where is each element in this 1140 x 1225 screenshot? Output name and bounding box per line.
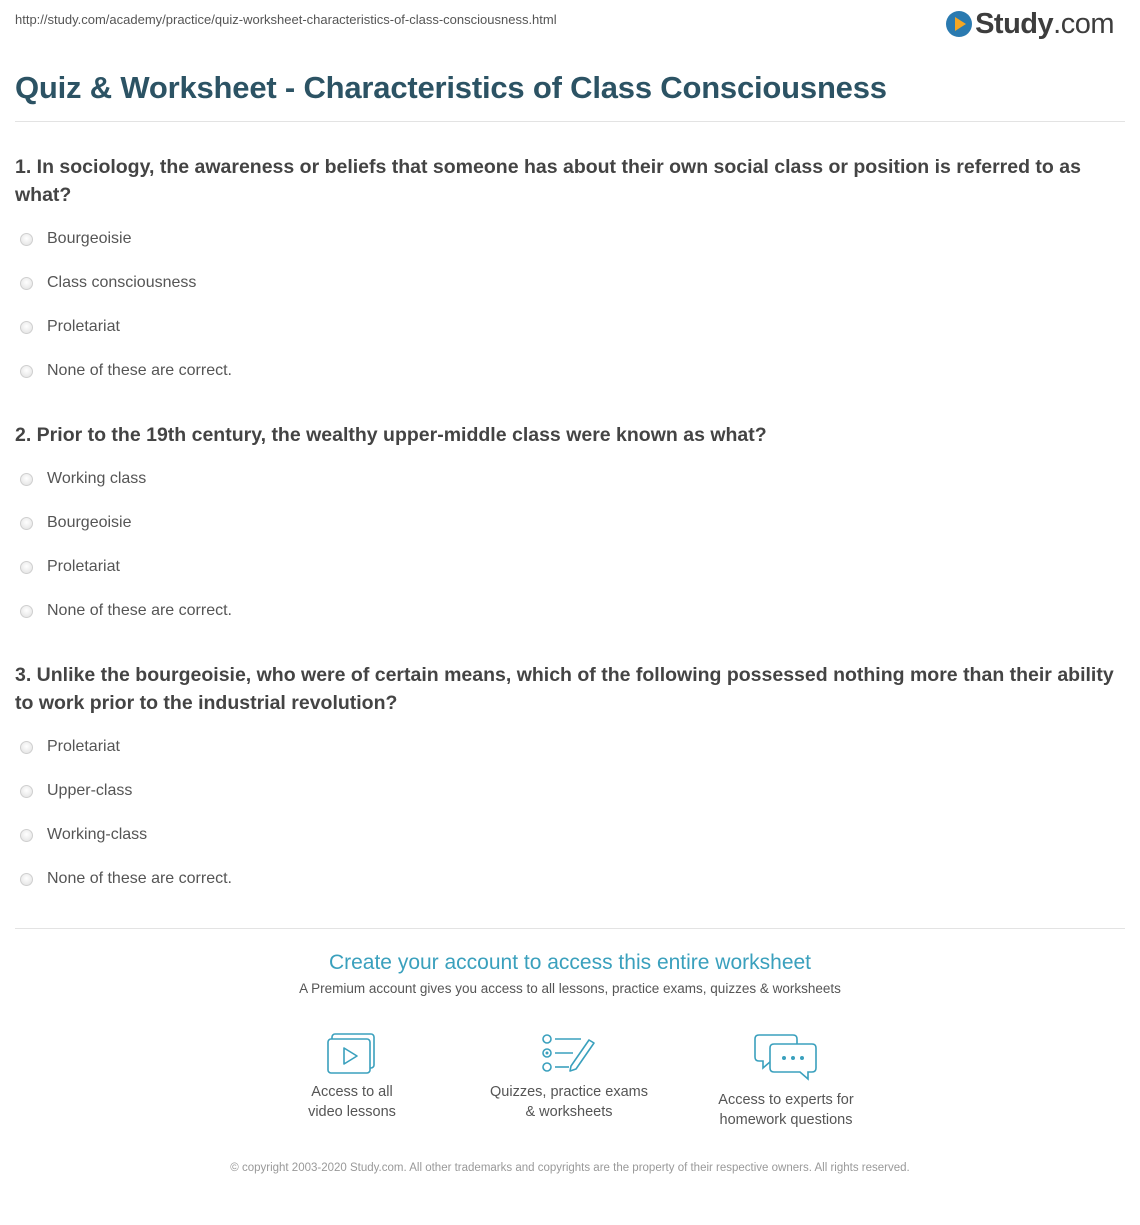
question-3: 3. Unlike the bourgeoisie, who were of certain means, which of the following possessed nothing more than their ability to work prior to the industrial revolution? <box>15 664 1114 714</box>
answer-option[interactable] <box>20 826 232 870</box>
radio-button-icon[interactable] <box>20 321 33 334</box>
answer-option[interactable] <box>20 274 232 318</box>
page-title: Quiz & Worksheet - Characteristics of Class Consciousness <box>15 70 887 105</box>
radio-button-icon[interactable] <box>20 517 33 530</box>
question-1-options <box>20 230 232 406</box>
answer-label: Bourgeoisie <box>47 230 132 247</box>
radio-button-icon[interactable] <box>20 233 33 246</box>
create-account-link[interactable]: Create your account to access this entire worksheet <box>328 951 812 974</box>
radio-button-icon[interactable] <box>20 741 33 754</box>
radio-button-icon[interactable] <box>20 561 33 574</box>
answer-option[interactable] <box>20 470 232 514</box>
radio-button-icon[interactable] <box>20 829 33 842</box>
answer-label: Working class <box>47 470 147 487</box>
quiz-checklist-icon <box>541 1032 597 1076</box>
radio-button-icon[interactable] <box>20 277 33 290</box>
feature-video-lessons <box>252 1032 452 1122</box>
radio-button-icon[interactable] <box>20 605 33 618</box>
answer-option[interactable] <box>20 782 232 826</box>
answer-label: None of these are correct. <box>47 870 232 887</box>
feature-label: Access to all video lessons <box>308 1084 396 1120</box>
play-logo-icon <box>946 11 972 37</box>
answer-label: Working-class <box>47 826 148 843</box>
logo-wordmark: Study.com <box>975 7 1114 40</box>
video-lessons-icon <box>326 1032 378 1076</box>
divider <box>15 928 1125 929</box>
study-logo[interactable] <box>946 7 1114 41</box>
answer-option[interactable] <box>20 230 232 274</box>
chat-bubbles-icon <box>754 1032 818 1084</box>
answer-label: Proletariat <box>47 318 120 335</box>
answer-option[interactable] <box>20 602 232 646</box>
answer-label: None of these are correct. <box>47 602 232 619</box>
question-2-options <box>20 470 232 646</box>
answer-option[interactable] <box>20 738 232 782</box>
radio-button-icon[interactable] <box>20 785 33 798</box>
question-1: 1. In sociology, the awareness or beliefs that someone has about their own social class or position is referred to as what? <box>15 156 1081 206</box>
question-3-options <box>20 738 232 914</box>
question-2: 2. Prior to the 19th century, the wealthy upper-middle class were known as what? <box>15 424 767 446</box>
answer-option[interactable] <box>20 870 232 914</box>
answer-label: None of these are correct. <box>47 362 232 379</box>
answer-option[interactable] <box>20 318 232 362</box>
feature-label: Access to experts for homework questions <box>718 1092 854 1128</box>
feature-label: Quizzes, practice exams & worksheets <box>490 1084 648 1120</box>
answer-label: Upper-class <box>47 782 133 799</box>
answer-label: Proletariat <box>47 738 120 755</box>
signup-callout <box>0 951 1140 996</box>
answer-label: Bourgeoisie <box>47 514 132 531</box>
answer-label: Proletariat <box>47 558 120 575</box>
feature-experts <box>686 1032 886 1130</box>
answer-option[interactable] <box>20 558 232 602</box>
radio-button-icon[interactable] <box>20 473 33 486</box>
copyright-footer: © copyright 2003-2020 Study.com. All other trademarks and copyrights are the property of their respective owners. All rights reserved. <box>230 1162 910 1174</box>
answer-option[interactable] <box>20 362 232 406</box>
premium-description: A Premium account gives you access to all lessons, practice exams, quizzes & worksheets <box>299 981 841 996</box>
radio-button-icon[interactable] <box>20 873 33 886</box>
answer-label: Class consciousness <box>47 274 197 291</box>
page-url: http://study.com/academy/practice/quiz-worksheet-characteristics-of-class-consciousness.html <box>15 12 557 27</box>
radio-button-icon[interactable] <box>20 365 33 378</box>
feature-quizzes <box>469 1032 669 1122</box>
divider <box>15 121 1125 122</box>
answer-option[interactable] <box>20 514 232 558</box>
